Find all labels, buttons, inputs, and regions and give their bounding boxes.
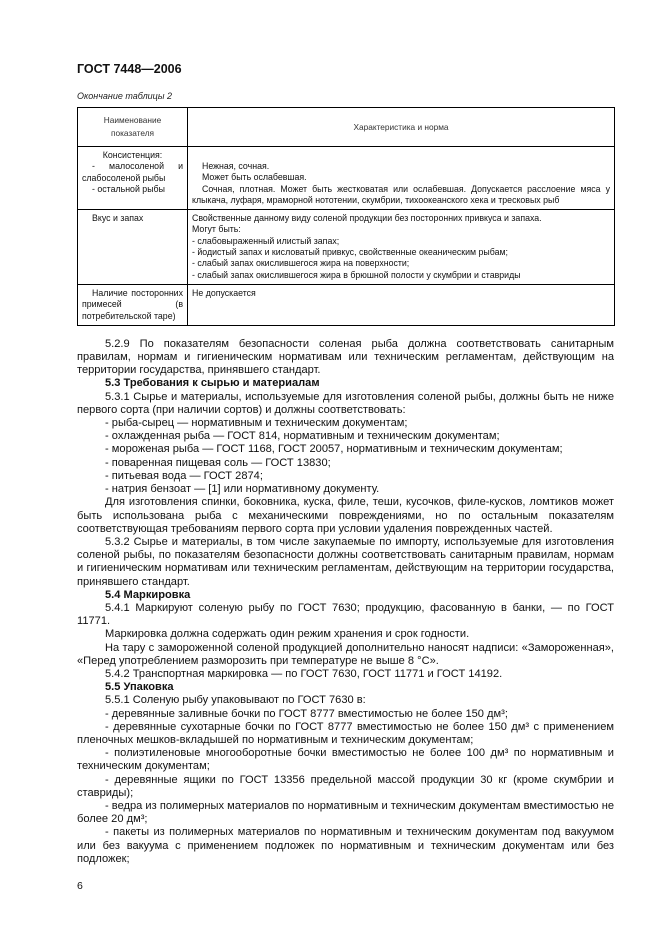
norm-cell xyxy=(188,210,615,285)
table-header-row xyxy=(78,108,615,147)
paragraph: - поваренная пищевая соль — ГОСТ 13830; xyxy=(105,456,331,469)
paragraph: 5.2.9 По показателям безопасности соленая рыба должна соответствовать санитарным правилам, нормам и гигиеническим нормативам или техническим регламентам, действующим на территории государства, принявшего стандарт. xyxy=(77,337,614,377)
table-row xyxy=(78,210,615,285)
indicator-text: - малосоленой и слабосоленой рыбы xyxy=(82,161,183,183)
indicator-text: - остальной рыбы xyxy=(92,183,165,194)
norm-text: Свойственные данному виду соленой продукции без посторонних привкуса и запаха. xyxy=(192,213,542,224)
indicator-text: Наличие посторонних примесей (в потребительской таре) xyxy=(82,287,183,321)
table-caption: Окончание таблицы 2 xyxy=(77,91,172,101)
norm-text: - слабый запах окислившегося жира на поверхности; xyxy=(192,258,410,269)
page xyxy=(77,0,615,913)
section-heading: 5.3 Требования к сырью и материалам xyxy=(105,377,320,390)
header-cell-indicator: Наименование показателя xyxy=(78,108,188,147)
document-header: ГОСТ 7448—2006 xyxy=(77,62,182,76)
norm-text: Не допускается xyxy=(192,287,256,298)
paragraph: - охлажденная рыба — ГОСТ 814, нормативным и техническим документам; xyxy=(105,430,500,443)
indicator-cell xyxy=(78,210,188,285)
norm-text: - слабовыраженный илистый запах; xyxy=(192,235,340,246)
norm-text: Могут быть: xyxy=(192,224,241,235)
paragraph: 5.5.1 Соленую рыбу упаковывают по ГОСТ 7630 в: xyxy=(105,694,366,707)
indicator-text: Консистенция: xyxy=(102,150,163,160)
table-row xyxy=(78,284,615,325)
norm-cell xyxy=(188,284,615,325)
paragraph: - натрия бензоат — [1] или нормативному документу. xyxy=(105,483,380,496)
norm-text: - йодистый запах и кисловатый привкус, свойственные океаническим рыбам; xyxy=(192,247,508,258)
paragraph: 5.3.1 Сырье и материалы, используемые для изготовления соленой рыбы, должны быть не ниже первого сорта (при наличии сортов) и должны соответствовать: xyxy=(77,390,614,416)
norm-text: Нежная, сочная. xyxy=(202,161,270,171)
paragraph: - деревянные заливные бочки по ГОСТ 8777 вместимостью не более 150 дм³; xyxy=(105,707,508,720)
indicator-cell xyxy=(78,147,188,210)
norm-cell xyxy=(188,147,615,210)
paragraph: 5.4.2 Транспортная маркировка — по ГОСТ 7630, ГОСТ 11771 и ГОСТ 14192. xyxy=(105,667,503,680)
paragraph: Маркировка должна содержать один режим хранения и срок годности. xyxy=(105,628,470,641)
document-body xyxy=(77,338,614,866)
paragraph: Для изготовления спинки, боковника, куска, филе, теши, кусочков, филе-кусков, ломтиков может быть использована рыба с механическими повреждениями, но по остальным показателям соответствующая требованиям первого сорта при условии удаления поврежденных частей. xyxy=(77,496,614,535)
paragraph: - деревянные ящики по ГОСТ 13356 предельной массой продукции 30 кг (кроме скумбрии и ставриды); xyxy=(77,773,614,799)
paragraph: - деревянные сухотарные бочки по ГОСТ 8777 вместимостью не более 150 дм³ с применением пленочных мешков-вкладышей по нормативным и техническим документам; xyxy=(77,720,614,746)
page-number: 6 xyxy=(77,879,83,892)
header-cell-norm: Характеристика и норма xyxy=(188,108,615,147)
paragraph: - полиэтиленовые многооборотные бочки вместимостью не более 100 дм³ по нормативным и техническим документам; xyxy=(77,747,614,773)
paragraph: - пакеты из полимерных материалов по нормативным и техническим документам под вакуумом или без вакуума с применением подложек по нормативным и техническим документам или без подложек; xyxy=(77,826,614,865)
norm-text: - слабый запах окислившегося жира в брюшной полости у скумбрии и ставриды xyxy=(192,269,521,280)
norm-text: Сочная, плотная. Может быть жестковатая или ослабевшая. Допускается расслоение мяса у клыкача, луфаря, мраморной нототении, скумбрии, тихоокеанского хека и тресковых рыб xyxy=(192,183,610,205)
paragraph: - ведра из полимерных материалов по нормативным и техническим документам вместимостью не более 20 дм³; xyxy=(77,799,614,826)
table-row xyxy=(78,147,615,210)
paragraph: На тару с замороженной соленой продукцией дополнительно наносят надписи: «Замороженная», «Перед употреблением разморозить при температуре не выше 8 °С». xyxy=(77,641,614,667)
paragraph: - питьевая вода — ГОСТ 2874; xyxy=(105,469,263,482)
paragraph: - рыба-сырец — нормативным и техническим документам; xyxy=(105,417,408,430)
paragraph: 5.4.1 Маркируют соленую рыбу по ГОСТ 7630; продукцию, фасованную в банки, — по ГОСТ 11771. xyxy=(77,601,614,628)
quality-table xyxy=(77,107,615,326)
paragraph: - мороженая рыба — ГОСТ 1168, ГОСТ 20057, нормативным и техническим документам; xyxy=(105,443,563,456)
paragraph: 5.3.2 Сырье и материалы, в том числе закупаемые по импорту, используемые для изготовления соленой рыбы, по показателям безопасности должны соответствовать санитарным правилам, нормам и гигиеническим нормативам или техническим регламентам, действующим на территории государства, принявшего стандарт. xyxy=(77,535,614,588)
section-heading: 5.5 Упаковка xyxy=(105,681,174,694)
norm-text: Может быть ослабевшая. xyxy=(202,172,307,183)
indicator-cell xyxy=(78,284,188,325)
section-heading: 5.4 Маркировка xyxy=(105,588,191,601)
indicator-text: Вкус и запах xyxy=(92,213,144,224)
